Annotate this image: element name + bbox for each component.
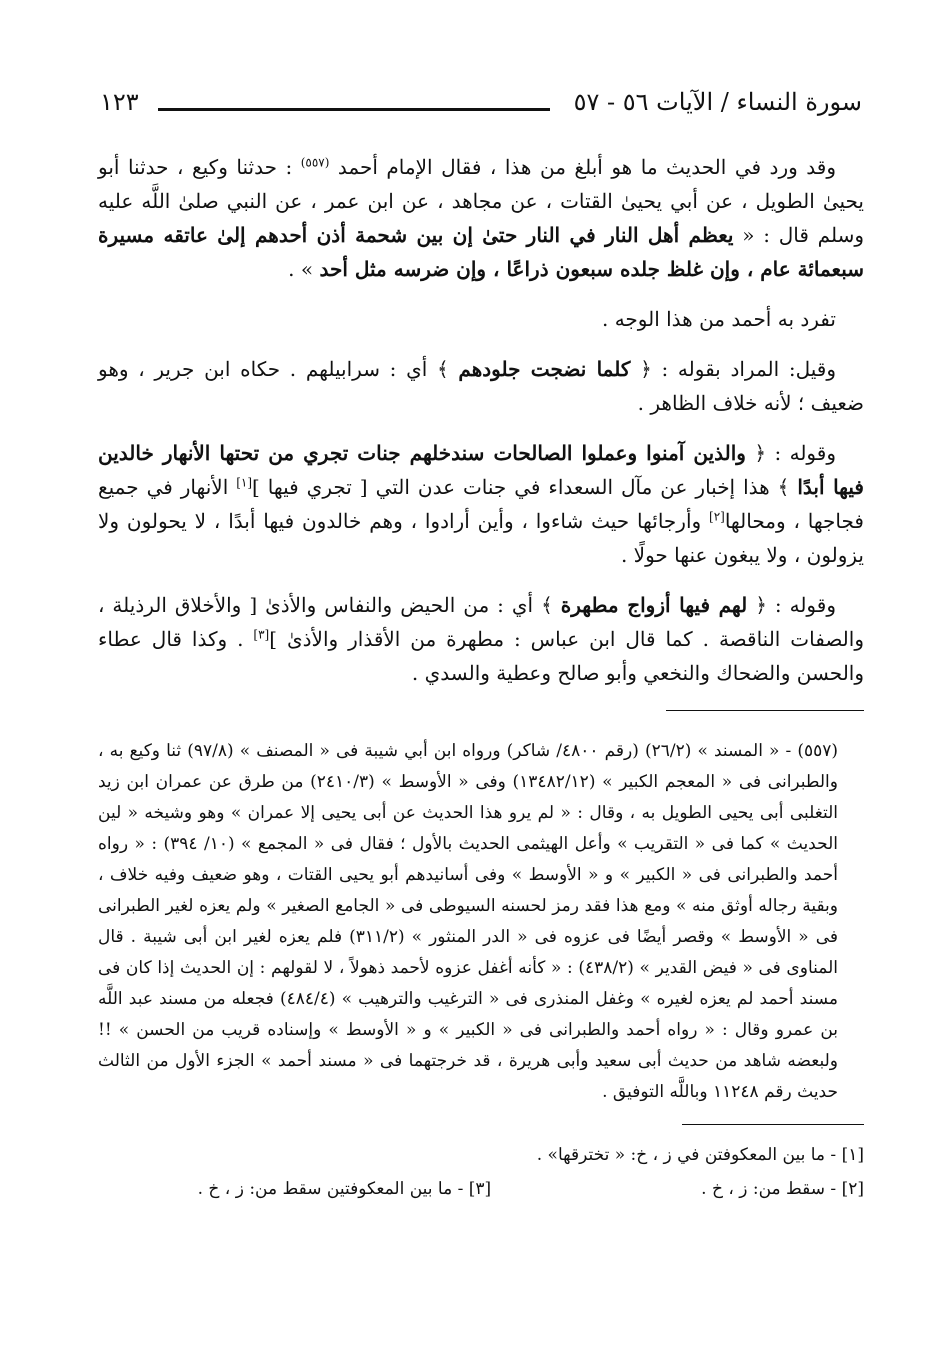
running-title: سورة النساء / الآيات ٥٦ - ٥٧ — [573, 88, 862, 116]
verse-quote: لهم فيها أزواج مطهرة — [560, 593, 748, 617]
paragraph-hadith: وقد ورد في الحديث ما هو أبلغ من هذا ، فقال الإمام أحمد $^{(٥٥٧)}$ : حدثنا وكيع ، حدثنا أبو يحيىٰ الطويل ، عن أبي يحيىٰ القتات ، عن مجاهد ، عن ابن عمر ، عن النبي صلىٰ اللَّه عليه وسلم قال : « يعظم أهل النار في النار حتىٰ إن بين شحمة أذن أحدهم إلىٰ عاتقه مسيرة سبعمائة عام ، وإن غلظ جلده سبعون ذراعًا ، وإن ضرسه مثل أحد » . — [98, 155, 864, 281]
textual-note-2: [٢] - سقط من: ز ، خ . — [701, 1179, 864, 1199]
paragraph-azwaj: وقوله : ﴿ لهم فيها أزواج مطهرة ﴾ أي : من الحيض والنفاس والأذىٰ [ والأخلاق الرذيلة ، والصفات الناقصة . كما قال ابن عباس : مطهرة من الأقذار والأذىٰ ][٣] . وكذا قال عطاء والحسن والضحاك والنخعي وأبو صالح وعطية والسدي . — [98, 593, 864, 685]
textual-note-row — [98, 1138, 864, 1172]
verse-quote: والذين آمنوا وعملوا الصالحات سندخلهم جنات تجري من تحتها الأنهار خالدين فيها أبدًا — [98, 441, 864, 499]
paragraph-sarabil: وقيل: المراد بقوله : ﴿ كلما نضجت جلودهم ﴾ أي : سرابيلهم . حكاه ابن جرير ، وهو ضعيف ؛ لأنه خلاف الظاهر . — [98, 357, 864, 415]
main-text — [98, 150, 864, 706]
verse-quote: كلما نضجت جلودهم — [458, 357, 631, 381]
footnote-557: (٥٥٧) - « المسند » (٢٦/٢) (رقم ٤٨٠٠/ شاكر) ورواه ابن أبي شيبة فى « المصنف » (٩٧/٨) ثنا وكيع به ، والطبرانى فى « المعجم الكبير » (١٣٤٨٢/١٢) وفى « الأوسط » (٢٤١٠/٣) من طرق عن عمران ابن زيد التغلبى أبى يحيى الطويل به ، وقال : « لم يرو هذا الحديث عن أبى يحيى إلا عمران » وهو وشيخه « لين الحديث » كما فى « التقريب » وأعل الهيثمى الحديث بالأول ؛ فقال فى « المجمع » (١٠/ ٣٩٤) : « رواه أحمد والطبرانى فى « الكبير » و « الأوسط » وفى أسانيدهم أبو يحيى القتات ، وهو ضعيف وفيه خلاف ، وبقية رجاله أوثق منه » ومع هذا فقد رمز لحسنه السيوطى فى « الجامع الصغير » ولم يعزه لغير الطبرانى فى « الأوسط » وقصر أيضًا فى عزوه فى « الدر المنثور » (٣١١/٢) فلم يعزه لغير ابن أبى شيبة . قال المناوى فى « فيض القدير » (٤٣٨/٢) : « كأنه أغفل عزوه لأحمد ذهولاً ، لا لقولهم : إن الحديث إذا كان فى مسند أحمد لم يعزه لغيره » وغفل المنذرى فى « الترغيب والترهيب » (٤٨٤/٤) فجعله من مسند عبد اللَّه بن عمرو وقال : « رواه أحمد والطبرانى فى « الكبير » و « الأوسط » وإسناده قريب من الحسن » !! ولبعضه شاهد من حديث أبى سعيد وأبى هريرة ، قد خرجتهما فى « مسند أحمد » الجزء الأول من الثالث حديث رقم ١١٢٤٨ وباللَّه التوفيق . — [98, 741, 839, 1102]
textual-note-1: [١] - ما بين المعكوفتن في ز ، خ: « تخترقها» . — [536, 1145, 864, 1165]
paragraph-jannat: وقوله : ﴿ والذين آمنوا وعملوا الصالحات سندخلهم جنات تجري من تحتها الأنهار خالدين فيها أبدًا ﴾ هذا إخبار عن مآل السعداء في جنات عدن التي [ تجري فيها ][١] الأنهار في جميع فجاجها ، ومحالها[٢] وأرجائها حيث شاءوا ، وأين أرادوا ، وهم خالدون فيها أبدًا ، لا يحولون ولا يزولون ، ولا يبغون عنها حولًا . — [98, 441, 864, 567]
spacer — [541, 1172, 651, 1206]
header-rule — [158, 108, 550, 111]
paragraph-tafarrud: تفرد به أحمد من هذا الوجه . — [601, 307, 836, 331]
textual-notes-separator — [682, 1124, 864, 1125]
note-ref-3[interactable]: [٣] — [253, 627, 270, 642]
hadith-text: يعظم أهل النار في النار حتىٰ إن بين شحمة أذن أحدهم إلىٰ عاتقه مسيرة سبعمائة عام ، وإن غلظ جلده سبعون ذراعًا ، وإن ضرسه مثل أحد — [98, 223, 864, 281]
footnote-ref-557[interactable]: (٥٥٧) — [300, 155, 330, 170]
page-number: ١٢٣ — [100, 88, 139, 116]
textual-note-3: [٣] - ما بين المعكوفتين سقط من: ز ، خ . — [197, 1179, 492, 1199]
note-ref-2[interactable]: [٢] — [709, 509, 725, 524]
footnote-separator — [666, 710, 864, 711]
textual-notes — [98, 1138, 864, 1206]
note-ref-1[interactable]: [١] — [236, 475, 253, 490]
textual-note-row — [98, 1172, 864, 1206]
page-header — [100, 88, 862, 122]
